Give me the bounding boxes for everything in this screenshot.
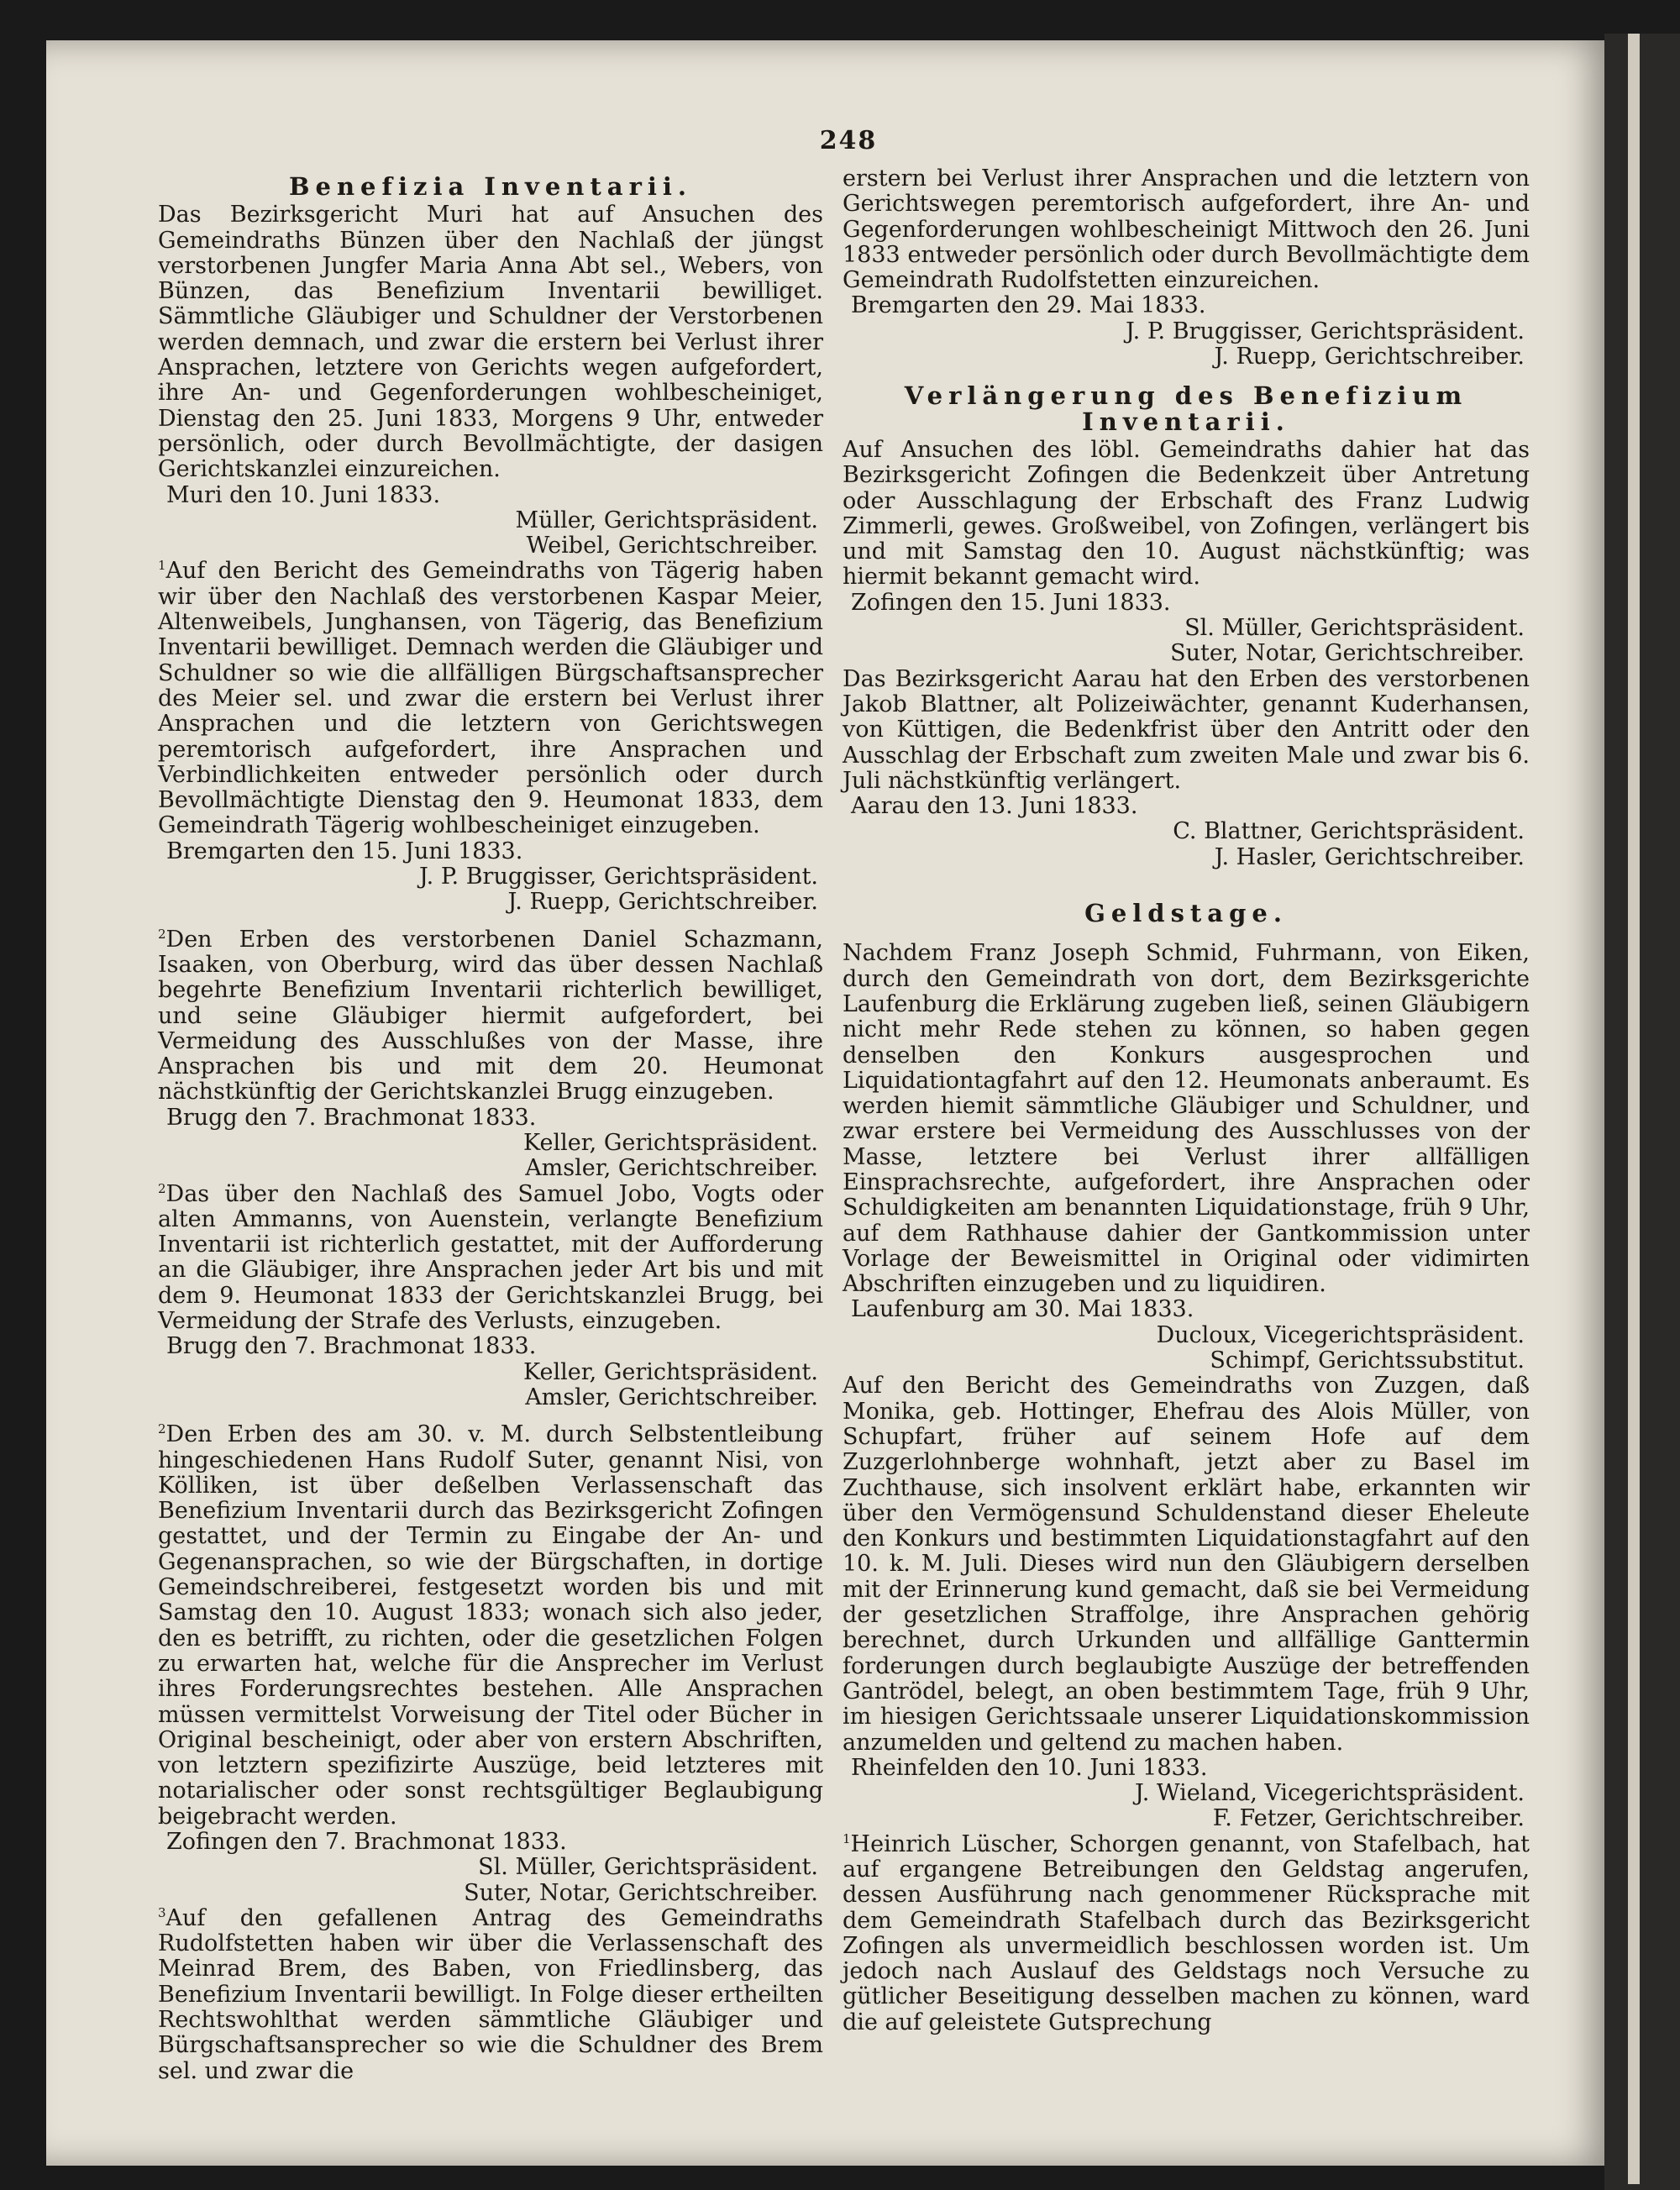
signature-president: J. P. Bruggisser, Gerichtspräsident. xyxy=(418,864,818,890)
signature-clerk: Weibel, Gerichtschreiber. xyxy=(526,533,818,559)
section-heading-verlaengerung: Verlängerung des Benefizium Inventarii. xyxy=(904,381,1468,436)
notice-date: Zofingen den 15. Juni 1833. xyxy=(851,589,1171,616)
signature-clerk: J. Ruepp, Gerichtschreiber. xyxy=(507,889,818,916)
notice-marker: 2 xyxy=(158,926,166,942)
signature-president: C. Blattner, Gerichtspräsident. xyxy=(1173,818,1525,845)
notice-date: Laufenburg am 30. Mai 1833. xyxy=(851,1296,1194,1323)
signature-president: Müller, Gerichtspräsident. xyxy=(515,507,818,533)
notice-text: Den Erben des verstorbenen Daniel Schazmann, Isaaken, von Oberburg, wird das über dessen Nachlaß begehrte Benefizium Inventarii richterlich bewilliget, und seine Gläubiger hiermit aufgefordert, bei Vermeidung des Ausschlußes von der Masse, ihre Ansprachen bis und mit dem 20. Heumonat nächstkünftig der Gerichtskanzlei Brugg einzugeben. xyxy=(158,926,823,1106)
notice-text: Auf Ansuchen des löbl. Gemeindraths dahier hat das Bezirksgericht Zofingen die Bedenkzeit über Antretung oder Ausschlagung der Erbschaft des Franz Ludwig Zimmerli, gewes. Großweibel, von Zofingen, verlängert bis und mit Samstag den 10. August nächstkünftig; was hiermit bekannt gemacht wird. xyxy=(843,436,1530,591)
signature-clerk: J. Hasler, Gerichtschreiber. xyxy=(1214,843,1525,870)
notice-date: Muri den 10. Juni 1833. xyxy=(166,481,441,508)
notice-date: Brugg den 7. Brachmonat 1833. xyxy=(166,1333,537,1360)
notice-text: Heinrich Lüscher, Schorgen genannt, von Stafelbach, hat auf ergangene Betreibungen den Geldstag angerufen, dessen Ausführung nach genommener Rücksprache mit dem Gemeindrath Stafelbach durch das Bezirksgericht Zofingen als unvermeidlich beschlossen worden ist. Um jedoch nach Auslauf des Geldstags noch Versuche zu gütlicher Beseitigung desselben machen zu können, ward die auf geleistete Gutsprechung xyxy=(843,1830,1530,2035)
notice-date: Bremgarten den 29. Mai 1833. xyxy=(851,292,1206,319)
notice-date: Rheinfelden den 10. Juni 1833. xyxy=(851,1754,1208,1781)
notice-text: Auf den Bericht des Gemeindraths von Zuzgen, daß Monika, geb. Hottinger, Ehefrau des Alois Müller, von Schupfart, früher auf seinem Hofe auf dem Zuzgerlohnberge wohnhaft, jetzt aber zu Basel im Zuchthause, sich insolvent erklärt habe, erkannten wir über den Vermögensund Schuldenstand dieser Eheleute den Konkurs und bestimmten Liquidationstagfahrt auf den 10. k. M. Juli. Dieses wird nun den Gläubigern derselben mit der Erinnerung kund gemacht, daß sie bei Vermeidung der gesetzlichen Straffolge, ihre Ansprachen gehörig berechnet, durch Urkunden und allfällige Ganttermin forderungen durch beglaubigte Auszüge der betreffenden Gantrödel, belegt, an oben bestimmtem Tage, früh 9 Uhr, im hiesigen Gerichtssaale unserer Liquidationskommission anzumelden und geltend zu machen haben. xyxy=(843,1373,1530,1756)
signature-clerk: F. Fetzer, Gerichtschreiber. xyxy=(1212,1805,1525,1832)
signature-president: J. P. Bruggisser, Gerichtspräsident. xyxy=(1125,318,1525,344)
notice-text: Den Erben des am 30. v. M. durch Selbstentleibung hingeschiedenen Hans Rudolf Suter, genannt Nisi, von Kölliken, ist über deßelben Verlassenschaft das Benefizium Inventarii durch das Bezirksgericht Zofingen gestattet, und der Termin zu Eingabe der An- und Gegenansprachen, so wie der Bürgschaften, in dortige Gemeindschreiberei, festgesetzt worden bis und mit Samstag den 10. August 1833; wonach sich also jeder, den es betrifft, zu richten, oder die gesetzlichen Folgen zu erwarten hat, welche für die Ansprecher im Verlust ihres Forderungsrechtes bestehen. Alle Ansprachen müssen vermittelst Vorweisung der Titel oder Bücher in Original bescheinigt, oder aber von erstern Abschriften, von letztern spezifizirte Auszüge, beid letzteres mit notarialischer oder sonst rechtsgültiger Beglaubigung beigebracht werden. xyxy=(158,1421,823,1830)
notice-date: Bremgarten den 15. Juni 1833. xyxy=(166,838,523,864)
signature-president: Keller, Gerichtspräsident. xyxy=(523,1358,818,1385)
signature-clerk: Amsler, Gerichtschreiber. xyxy=(525,1384,818,1410)
section-heading-benefizia: Benefizia Inventarii. xyxy=(289,172,692,201)
notice-marker: 2 xyxy=(158,1180,166,1196)
book-spine xyxy=(1604,34,1680,2190)
notice-text: Auf den Bericht des Gemeindraths von Tägerig haben wir über den Nachlaß des verstorbenen Kaspar Meier, Altenweibels, Junghansen, von Tägerig, das Benefizium Inventarii bewilliget. Demnach werden die Gläubiger und Schuldner so wie die allfälligen Bürgschaftsansprecher des Meier sel. und zwar die erstern bei Verlust ihrer Ansprachen und die letztern von Gerichtswegen peremtorisch aufgefordert, ihre Ansprachen und Verbindlichkeiten entweder persönlich oder durch Bevollmächtigte Dienstag den 9. Heumonat 1833, dem Gemeindrath Tägerig wohlbescheiniget einzugeben. xyxy=(158,558,823,839)
signature-clerk: Suter, Notar, Gerichtschreiber. xyxy=(1170,640,1525,667)
notice-text: Das über den Nachlaß des Samuel Jobo, Vogts oder alten Ammanns, von Auenstein, verlangte Benefizium Inventarii ist richterlich gestattet, mit der Aufforderung an die Gläubiger, ihre Ansprachen jeder Art bis und mit dem 9. Heumonat 1833 der Gerichtskanzlei Brugg, bei Vermeidung der Strafe des Verlusts, einzugeben. xyxy=(158,1180,823,1335)
notice-date: Zofingen den 7. Brachmonat 1833. xyxy=(166,1829,567,1855)
signature-clerk: Amsler, Gerichtschreiber. xyxy=(525,1155,818,1182)
page-number: 248 xyxy=(819,126,878,155)
notice-marker: 2 xyxy=(158,1421,166,1437)
signature-president: Sl. Müller, Gerichtspräsident. xyxy=(478,1854,818,1881)
notice-marker: 1 xyxy=(158,558,166,574)
right-column xyxy=(843,166,1530,2035)
left-column xyxy=(158,172,823,2084)
signature-clerk: Suter, Notar, Gerichtschreiber. xyxy=(464,1879,818,1906)
notice-text: Das Bezirksgericht Muri hat auf Ansuchen des Gemeindraths Bünzen über den Nachlaß der jüngst verstorbenen Jungfer Maria Anna Abt sel., Webers, von Bünzen, das Benefizium Inventarii bewilliget. Sämmtliche Gläubiger und Schuldner der Verstorbenen werden demnach, und zwar die erstern bei Verlust ihrer Ansprachen, letztere von Gerichts wegen aufgefordert, ihre An- und Gegenforderungen wohlbescheiniget, Dienstag den 25. Juni 1833, Morgens 9 Uhr, entweder persönlich, oder durch Bevollmächtigte, der dasigen Gerichtskanzlei einzureichen. xyxy=(158,202,823,483)
notice-marker: 1 xyxy=(843,1830,851,1846)
signature-president: Ducloux, Vicegerichtspräsident. xyxy=(1156,1321,1525,1348)
signature-president: Sl. Müller, Gerichtspräsident. xyxy=(1184,615,1525,642)
signature-president: J. Wieland, Vicegerichtspräsident. xyxy=(1135,1780,1525,1807)
notice-text: Das Bezirksgericht Aarau hat den Erben des verstorbenen Jakob Blattner, alt Polizeiwächter, genannt Kuderhansen, von Küttigen, die Bedenkfrist über den Antritt oder den Ausschlag der Erbschaft zum zweiten Male und zwar bis 6. Juli nächstkünftig verlängert. xyxy=(843,665,1530,794)
signature-president: Keller, Gerichtspräsident. xyxy=(523,1129,818,1156)
notice-text: erstern bei Verlust ihrer Ansprachen und die letztern von Gerichtswegen peremtorisch aufgefordert, ihre An- und Gegenforderungen wohlbescheinigt Mittwoch den 26. Juni 1833 entweder persönlich oder durch Bevollmächtigte dem Gemeindrath Rudolfstetten einzureichen. xyxy=(843,165,1530,294)
notice-text: Auf den gefallenen Antrag des Gemeindraths Rudolfstetten haben wir über die Verlassenschaft des Meinrad Brem, des Baben, von Friedlinsberg, das Benefizium Inventarii bewilligt. In Folge dieser ertheilten Rechtswohlthat werden sämmtliche Gläubiger und Bürgschaftsansprecher so wie die Schuldner des Brem sel. und zwar die xyxy=(158,1904,823,2084)
notice-text: Nachdem Franz Joseph Schmid, Fuhrmann, von Eiken, durch den Gemeindrath von dort, dem Bezirksgerichte Laufenburg die Erklärung zugeben ließ, seinen Gläubigern nicht mehr Rede stehen zu können, so haben gegen denselben den Konkurs ausgesprochen und Liquidationtagfahrt auf den 12. Heumonats anberaumt. Es werden hiemit sämmtliche Gläubiger und Schuldner, und zwar erstere bei Vermeidung des Ausschlusses von der Masse, letztere bei Verlust ihrer allfälligen Einsprachsrechte, aufgefordert, ihre Ansprachen oder Schuldigkeiten am benannten Liquidationstage, früh 9 Uhr, auf dem Rathhause dahier der Gantkommission unter Vorlage der Beweismittel in Original oder vidimirten Abschriften einzugeben und zu liquidiren. xyxy=(843,940,1530,1298)
signature-clerk: Schimpf, Gerichtssubstitut. xyxy=(1210,1347,1525,1374)
section-heading-geldstage: Geldstage. xyxy=(1084,899,1288,928)
signature-clerk: J. Ruepp, Gerichtschreiber. xyxy=(1214,344,1525,370)
notice-date: Aarau den 13. Juni 1833. xyxy=(851,793,1138,820)
notice-marker: 3 xyxy=(158,1904,166,1920)
next-page-edge xyxy=(1628,34,1640,2184)
notice-date: Brugg den 7. Brachmonat 1833. xyxy=(166,1104,537,1131)
